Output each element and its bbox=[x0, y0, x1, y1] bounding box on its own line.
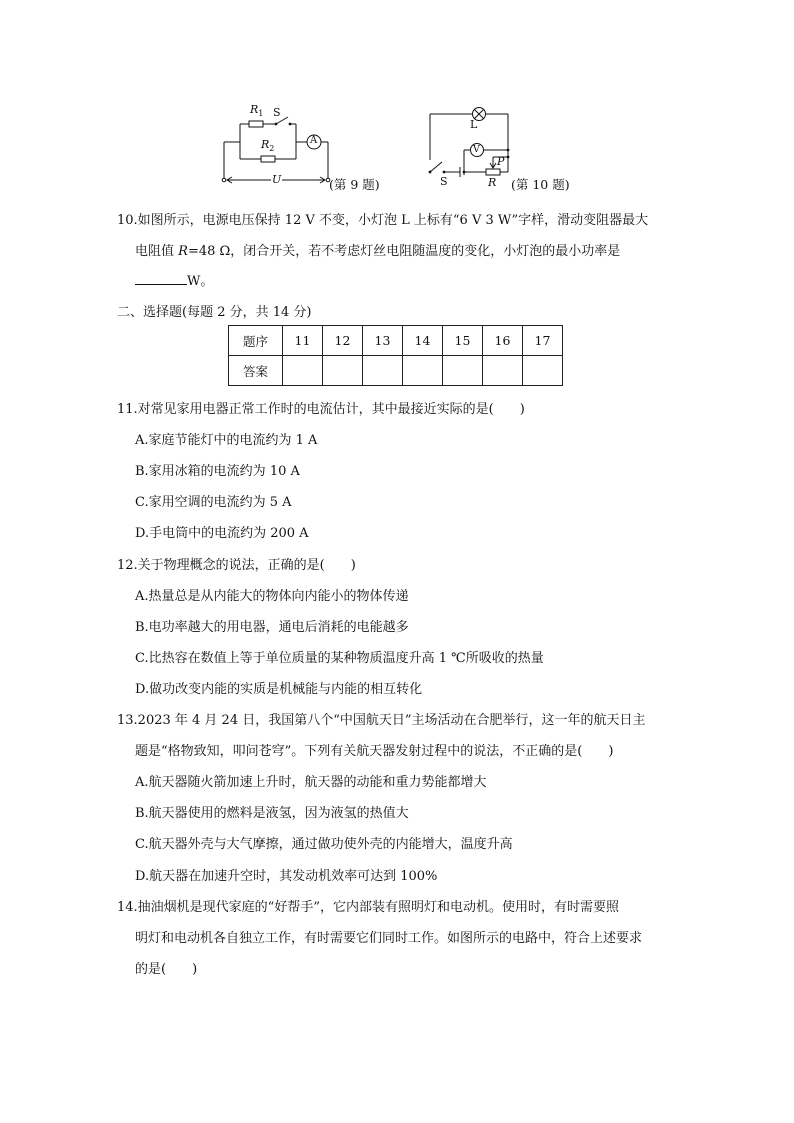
slider-p-label: P bbox=[497, 155, 505, 168]
q10-line2: 电阻值 R=48 Ω，闭合开关，若不考虑灯丝电阻随温度的变化，小灯泡的最小功率是 bbox=[135, 244, 621, 259]
q13-stem-line2: 题是“格物致知，叩问苍穹”。下列有关航天器发射过程中的说法，不正确的是( ) bbox=[135, 744, 614, 759]
answer-table bbox=[228, 325, 563, 386]
q11-option-c: C.家用空调的电流约为 5 A bbox=[135, 495, 292, 510]
q14-line3: 的是( ) bbox=[135, 962, 198, 977]
table-header-cell: 答案 bbox=[229, 356, 283, 386]
question-number-cell: 11 bbox=[283, 326, 323, 356]
q11-option-b: B.家用冰箱的电流约为 10 A bbox=[135, 464, 300, 479]
section-2-title: 二、选择题(每题 2 分，共 14 分) bbox=[117, 305, 312, 320]
q10-line3: W。 bbox=[135, 270, 213, 289]
figure-10-caption: (第 10 题) bbox=[511, 177, 570, 192]
question-number-cell: 15 bbox=[443, 326, 483, 356]
answer-cell[interactable] bbox=[403, 356, 443, 386]
r2-label: $R_2$ bbox=[261, 138, 275, 154]
figure-9-caption: (第 9 题) bbox=[329, 177, 380, 192]
q14-line2: 明灯和电动机各自独立工作，有时需要它们同时工作。如图所示的电路中，符合上述要求 bbox=[135, 931, 643, 946]
q13-stem-line1: 13.2023 年 4 月 24 日，我国第八个“中国航天日”主场活动在合肥举行，这一年的航天日主 bbox=[117, 713, 646, 728]
q14-line1: 14.抽油烟机是现代家庭的“好帮手”，它内部装有照明灯和电动机。使用时，有时需要照 bbox=[117, 900, 619, 915]
q12-option-d: D.做功改变内能的实质是机械能与内能的相互转化 bbox=[135, 682, 423, 697]
q11-stem: 11.对常见家用电器正常工作时的电流估计，其中最接近实际的是( ) bbox=[117, 402, 525, 417]
answer-cell[interactable] bbox=[443, 356, 483, 386]
answer-cell[interactable] bbox=[483, 356, 523, 386]
answer-cell[interactable] bbox=[323, 356, 363, 386]
q12-option-c: C.比热容在数值上等于单位质量的某种物质温度升高 1 ℃所吸收的热量 bbox=[135, 651, 544, 666]
q10-line1: 10.如图所示，电源电压保持 12 V 不变，小灯泡 L 上标有“6 V 3 W”字样，滑动变阻器最大 bbox=[117, 213, 649, 228]
circuit-diagram-10 bbox=[424, 104, 514, 190]
question-number-cell: 13 bbox=[363, 326, 403, 356]
q13-option-a: A.航天器随火箭加速上升时，航天器的动能和重力势能都增大 bbox=[135, 775, 487, 790]
q13-option-b: B.航天器使用的燃料是液氢，因为液氢的热值大 bbox=[135, 806, 409, 821]
q12-option-a: A.热量总是从内能大的物体向内能小的物体传递 bbox=[135, 589, 409, 604]
q11-option-d: D.手电筒中的电流约为 200 A bbox=[135, 526, 309, 541]
q11-option-a: A.家庭节能灯中的电流约为 1 A bbox=[135, 433, 318, 448]
question-number-cell: 17 bbox=[523, 326, 563, 356]
ammeter-label: A bbox=[310, 135, 318, 146]
switch-s-label: S bbox=[273, 106, 281, 119]
q12-option-b: B.电功率越大的用电器，通电后消耗的电能越多 bbox=[135, 620, 409, 635]
figure-9 bbox=[212, 100, 342, 192]
answer-blank[interactable] bbox=[135, 272, 187, 285]
question-number-cell: 12 bbox=[323, 326, 363, 356]
answer-cell[interactable] bbox=[363, 356, 403, 386]
rheostat-r-label: R bbox=[488, 176, 497, 189]
voltage-u-label: U bbox=[272, 173, 282, 186]
question-number-cell: 16 bbox=[483, 326, 523, 356]
figure-10 bbox=[424, 104, 514, 190]
q13-option-c: C.航天器外壳与大气摩擦，通过做功使外壳的内能增大，温度升高 bbox=[135, 837, 513, 852]
voltmeter-label: V bbox=[473, 144, 480, 155]
question-number-cell: 14 bbox=[403, 326, 443, 356]
switch-s-label-10: S bbox=[440, 175, 448, 188]
table-header-cell: 题序 bbox=[229, 326, 283, 356]
q12-stem: 12.关于物理概念的说法，正确的是( ) bbox=[117, 558, 356, 573]
answer-cell[interactable] bbox=[283, 356, 323, 386]
table-row bbox=[229, 356, 563, 386]
table-row bbox=[229, 326, 563, 356]
answer-cell[interactable] bbox=[523, 356, 563, 386]
q13-option-d: D.航天器在加速升空时，其发动机效率可达到 100% bbox=[135, 869, 438, 884]
lamp-l-label: L bbox=[470, 118, 478, 131]
r1-label: $R_1$ bbox=[250, 103, 264, 119]
